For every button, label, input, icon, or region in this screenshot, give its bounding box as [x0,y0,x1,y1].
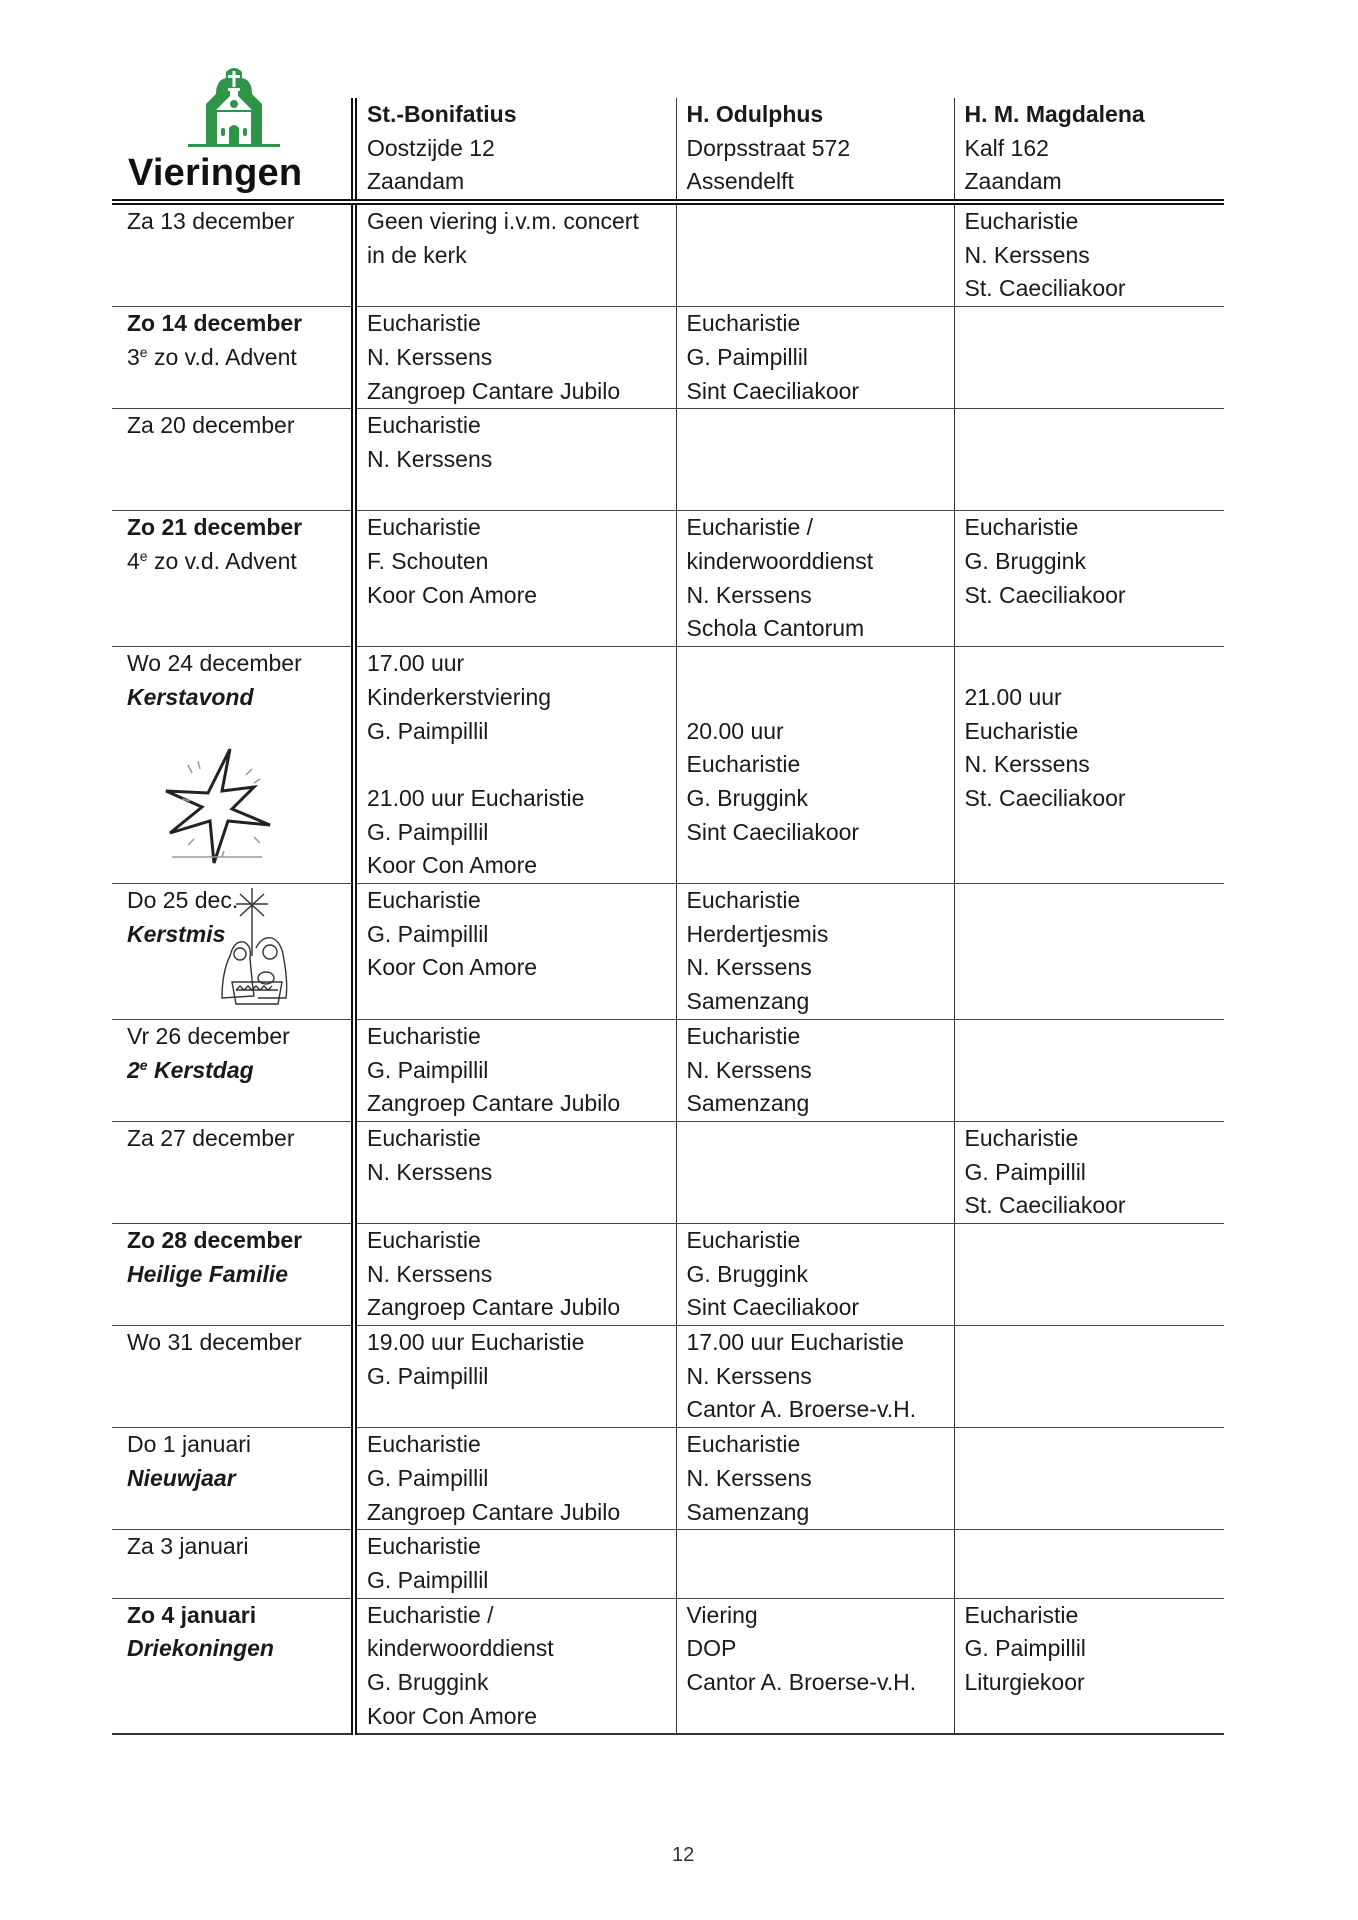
service-line: G. Bruggink [686,784,808,811]
service-line: Eucharistie [686,1022,801,1049]
service-line: Koor Con Amore [367,1702,538,1729]
schedule-row [112,1224,1224,1326]
date-cell [112,1326,354,1428]
date-cell [112,511,354,647]
liturgical-day [127,341,351,375]
service-line: Zangroep Cantare Jubilo [367,1498,621,1525]
church-header-magdalena [954,98,1224,202]
feast-text: Kerstdag [147,1056,254,1083]
service-line: Geen viering i.v.m. concert [367,208,639,235]
service-cell [954,202,1224,307]
service-cell [676,884,954,1020]
service-line: Eucharistie [964,208,1079,235]
service-line: G. Paimpillil [367,1464,489,1491]
schedule-row [112,1530,1224,1598]
date-cell [112,1224,354,1326]
service-line: G. Paimpillil [367,920,489,947]
ordinal-suffix: e [139,548,148,565]
service-cell [954,511,1224,647]
service-line: N. Kerssens [367,1260,493,1287]
service-line: G. Paimpillil [367,1056,489,1083]
date-label: Vr 26 december [127,1022,290,1049]
service-cell [676,1224,954,1326]
service-line: N. Kerssens [686,1464,812,1491]
page-title: Vieringen [128,152,303,194]
service-line: Samenzang [686,988,810,1015]
service-cell [354,1019,676,1121]
schedule-row [112,409,1224,511]
service-cell [354,647,676,884]
schedule-row [112,884,1224,1020]
service-line: N. Kerssens [367,343,493,370]
schedule-row [112,647,1224,884]
service-line: G. Paimpillil [367,1362,489,1389]
date-cell [112,202,354,307]
service-line: Zangroep Cantare Jubilo [367,1090,621,1117]
service-line: G. Bruggink [964,548,1086,575]
feast-label: Nieuwjaar [127,1464,236,1491]
service-line: Eucharistie [367,1124,481,1151]
church-city: Assendelft [686,168,794,195]
date-cell [112,884,354,1020]
schedule-table [112,98,1224,1735]
date-label: Wo 31 december [127,1329,302,1356]
service-cell [676,307,954,409]
date-label: Zo 21 december [127,514,303,541]
service-line [965,647,1225,681]
service-line: Eucharistie [964,717,1079,744]
service-line [687,681,954,715]
date-label: Zo 28 december [127,1227,303,1254]
service-line: G. Paimpillil [686,343,808,370]
liturgical-day-text: zo v.d. Advent [147,343,297,370]
service-cell [676,1121,954,1223]
service-cell [676,202,954,307]
date-label: Za 20 december [127,412,295,439]
feast-label [127,1054,351,1088]
service-line: 20.00 uur [686,717,784,744]
church-city: Zaandam [367,168,465,195]
service-cell [676,1428,954,1530]
schedule-row [112,1121,1224,1223]
service-line: Eucharistie [367,887,481,914]
service-line: Eucharistie [964,1124,1079,1151]
ordinal-number: 2 [127,1056,140,1083]
date-cell [112,1428,354,1530]
service-line: N. Kerssens [686,581,812,608]
service-line: Herdertjesmis [686,920,829,947]
church-header-odulphus [676,98,954,202]
service-line: in de kerk [367,241,467,268]
service-line: G. Paimpillil [964,1158,1086,1185]
service-line: Eucharistie [367,514,481,541]
date-cell [112,409,354,511]
date-label: Do 25 dec. [127,887,239,914]
service-cell [954,884,1224,1020]
schedule-row [112,202,1224,307]
service-line: Zangroep Cantare Jubilo [367,377,621,404]
service-cell [954,1224,1224,1326]
date-cell [112,1019,354,1121]
feast-label: Kerstmis [127,920,226,947]
service-cell [354,1326,676,1428]
service-cell [954,409,1224,511]
date-label: Zo 4 januari [127,1601,257,1628]
service-line: G. Paimpillil [367,717,489,744]
service-line: Sint Caeciliakoor [686,377,860,404]
service-line: Eucharistie / [367,1601,494,1628]
service-line: Cantor A. Broerse-v.H. [686,1669,917,1696]
service-line: G. Paimpillil [367,1566,489,1593]
service-cell [676,1326,954,1428]
service-cell [354,307,676,409]
date-label: Za 13 december [127,208,295,235]
church-address: Oostzijde 12 [367,134,495,161]
service-cell [676,1598,954,1734]
service-line: N. Kerssens [686,1056,812,1083]
service-cell [354,1224,676,1326]
ordinal-suffix: e [139,1056,148,1073]
service-line: G. Paimpillil [964,1635,1086,1662]
service-cell [354,1121,676,1223]
service-cell [954,1019,1224,1121]
service-cell [676,1019,954,1121]
ordinal-suffix: e [139,343,148,360]
date-label: Za 27 december [127,1124,295,1151]
service-cell [954,307,1224,409]
service-cell [954,1428,1224,1530]
service-line: G. Paimpillil [367,818,489,845]
service-line: G. Bruggink [686,1260,808,1287]
service-cell [354,1530,676,1598]
service-line: N. Kerssens [964,241,1090,268]
date-label: Za 3 januari [127,1533,249,1560]
liturgical-day-text: zo v.d. Advent [147,548,297,575]
page-number: 12 [672,1844,695,1866]
ordinal-number: 3 [127,343,140,370]
date-label: Zo 14 december [127,310,303,337]
schedule-row [112,511,1224,647]
service-line: St. Caeciliakoor [964,784,1126,811]
schedule-row [112,1019,1224,1121]
service-line: Eucharistie [367,1431,481,1458]
schedule-row [112,1428,1224,1530]
date-label: Do 1 januari [127,1431,252,1458]
church-address: Dorpsstraat 572 [686,134,851,161]
service-line: Kinderkerstviering [367,683,552,710]
nativity-icon [208,886,296,1010]
service-cell [954,1326,1224,1428]
service-line: Samenzang [686,1498,810,1525]
service-line: N. Kerssens [367,1158,493,1185]
logo-cell [112,98,354,202]
feast-label: Kerstavond [127,683,254,710]
service-line: kinderwoorddienst [367,1635,554,1662]
service-cell [954,1121,1224,1223]
service-line: Samenzang [686,1090,810,1117]
service-cell [954,647,1224,884]
service-line: DOP [686,1635,737,1662]
service-cell [354,409,676,511]
service-line: Koor Con Amore [367,954,538,981]
service-line: Eucharistie [964,514,1079,541]
header-row [112,98,1224,202]
service-cell [354,202,676,307]
service-line: Cantor A. Broerse-v.H. [686,1396,917,1423]
date-cell [112,647,354,884]
service-line [687,647,954,681]
feast-label: Heilige Familie [127,1260,289,1287]
service-line: 19.00 uur Eucharistie [367,1329,585,1356]
service-line: Viering [686,1601,758,1628]
service-cell [954,1530,1224,1598]
date-cell [112,1530,354,1598]
church-address: Kalf 162 [964,134,1049,161]
service-line: 21.00 uur Eucharistie [367,784,585,811]
service-line: N. Kerssens [686,1362,812,1389]
service-line: 17.00 uur Eucharistie [686,1329,904,1356]
service-line: 17.00 uur [367,650,465,677]
schedule-row [112,1598,1224,1734]
service-line: Schola Cantorum [686,615,865,642]
church-city: Zaandam [964,168,1062,195]
service-line [367,748,676,782]
service-line: N. Kerssens [367,445,493,472]
christmas-star-icon [152,739,282,869]
service-line: Eucharistie [686,751,801,778]
service-line: Koor Con Amore [367,852,538,879]
service-cell [354,884,676,1020]
church-name: H. Odulphus [686,101,824,127]
service-line: Koor Con Amore [367,581,538,608]
service-line: St. Caeciliakoor [964,275,1126,302]
service-line: Eucharistie / [686,514,814,541]
service-line: Eucharistie [367,1533,481,1560]
service-line: N. Kerssens [964,751,1090,778]
service-line: Eucharistie [686,1431,801,1458]
service-line: N. Kerssens [686,954,812,981]
church-name: St.-Bonifatius [367,101,517,127]
service-line: Eucharistie [964,1601,1079,1628]
service-line: Eucharistie [686,310,801,337]
date-cell [112,307,354,409]
ordinal-number: 4 [127,548,140,575]
service-line: Liturgiekoor [964,1669,1085,1696]
date-label: Wo 24 december [127,650,302,677]
liturgical-day [127,545,351,579]
schedule-row [112,1326,1224,1428]
service-line: Sint Caeciliakoor [686,1294,860,1321]
date-cell [112,1598,354,1734]
church-name: H. M. Magdalena [964,101,1145,127]
service-line: 21.00 uur [964,683,1062,710]
church-header-bonifatius [354,98,676,202]
service-line: Eucharistie [686,887,801,914]
service-line: Eucharistie [367,1022,481,1049]
schedule-row [112,307,1224,409]
service-cell [676,647,954,884]
service-cell [676,409,954,511]
service-cell [354,1428,676,1530]
date-cell [112,1121,354,1223]
service-line: Sint Caeciliakoor [686,818,860,845]
service-line: Eucharistie [367,1227,481,1254]
service-line: Eucharistie [367,310,481,337]
service-cell [954,1598,1224,1734]
service-cell [354,1598,676,1734]
service-line: kinderwoorddienst [686,548,874,575]
service-cell [676,1530,954,1598]
service-line: Eucharistie [686,1227,801,1254]
service-line: F. Schouten [367,548,489,575]
service-line: Zangroep Cantare Jubilo [367,1294,621,1321]
service-cell [676,511,954,647]
service-line: St. Caeciliakoor [964,581,1126,608]
service-line: Eucharistie [367,412,481,439]
service-line: St. Caeciliakoor [964,1192,1126,1219]
service-cell [354,511,676,647]
feast-label: Driekoningen [127,1635,274,1662]
service-line: G. Bruggink [367,1669,489,1696]
